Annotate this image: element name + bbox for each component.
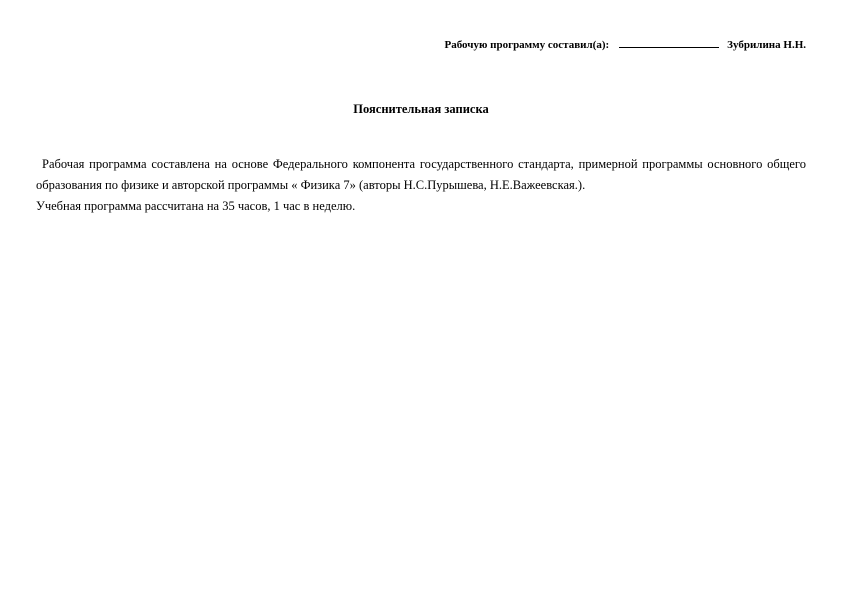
paragraph-main-text: Рабочая программа составлена на основе Федерального компонента государственного стандарта, примерной программы основного общего образования по физике и авторской программы « Физика 7» (авторы Н.С.Пурышева, Н.Е.Важеевская.). <box>36 157 806 192</box>
paragraph-main <box>36 154 806 196</box>
explanatory-note-body <box>36 154 806 217</box>
document-title: Пояснительная записка <box>353 102 489 116</box>
paragraph-hours: Учебная программа рассчитана на 35 часов, 1 час в неделю. <box>36 199 356 213</box>
compiled-by-label: Рабочую программу составил(а): <box>444 39 610 51</box>
signature-line <box>619 38 719 48</box>
author-name: Зубрилина Н.Н. <box>727 39 806 51</box>
compiled-by-line <box>444 38 806 51</box>
